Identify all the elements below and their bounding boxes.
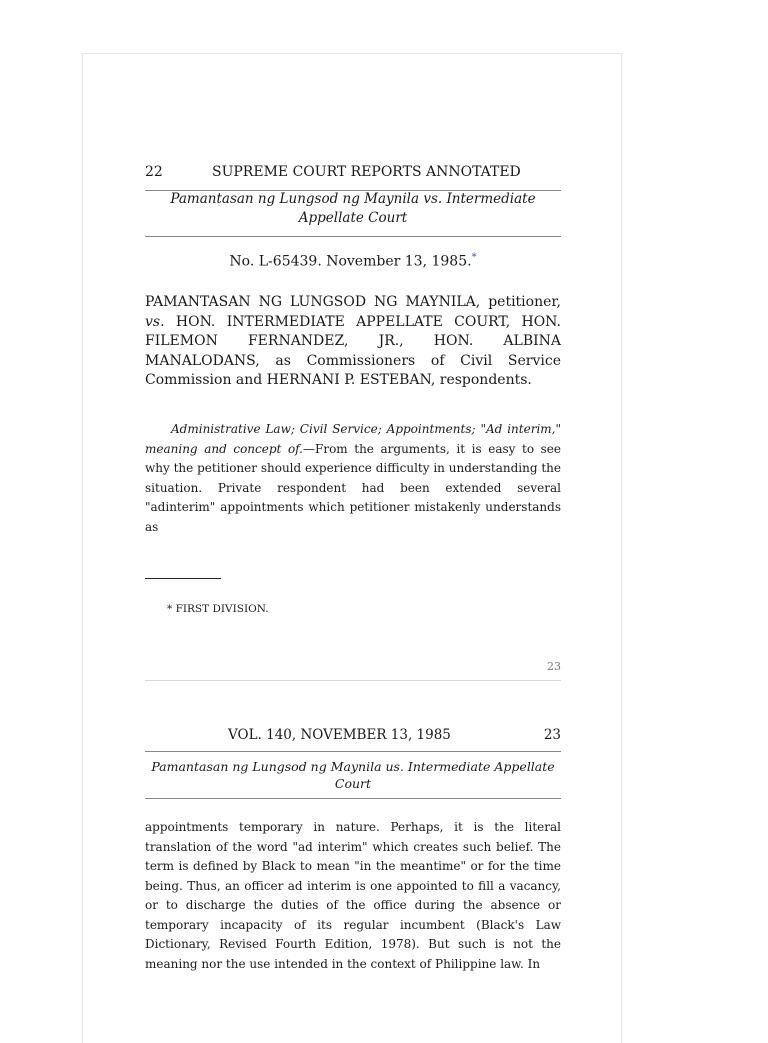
- page-number: 23: [543, 727, 561, 743]
- footnote: * FIRST DIVISION.: [167, 603, 269, 615]
- running-title: SUPREME COURT REPORTS ANNOTATED: [212, 164, 521, 180]
- case-title: [145, 758, 561, 792]
- footnote-marker[interactable]: *: [471, 252, 477, 263]
- running-title: VOL. 140, NOVEMBER 13, 1985: [228, 727, 451, 743]
- page-break-rule: [145, 680, 561, 681]
- running-head: [145, 727, 561, 747]
- parties: PAMANTASAN NG LUNGSOD NG MAYNILA, petitioner, vs. HON. INTERMEDIATE APPELLATE COURT, HON. FILEMON FERNANDEZ, JR., HON. ALBINA MANALODANS, as Commissioners of Civil Service Commission and HERNANI P. ESTEBAN, respondents.: [145, 294, 561, 388]
- page-folio: 23: [547, 660, 561, 673]
- case-title: [145, 190, 561, 228]
- docket-text: No. L-65439. November 13, 1985.: [229, 253, 472, 270]
- syllabus-keywords: Administrative Law; Civil Service; Appointments; "Ad interim," meaning and concept of.: [145, 422, 561, 456]
- footnote-rule: [145, 578, 221, 579]
- running-head: [145, 164, 561, 184]
- case-title-line: Pamantasan ng Lungsod ng Maynila us. Intermediate Appellate: [151, 759, 555, 774]
- case-title-line: Appellate Court: [298, 210, 408, 226]
- syllabus: [145, 420, 561, 537]
- page-number: 22: [145, 164, 163, 180]
- case-title-line: Court: [334, 776, 372, 791]
- docket-number: [145, 252, 561, 270]
- document-page: [82, 53, 622, 1043]
- header-rule: [145, 236, 561, 237]
- header-rule: [145, 798, 561, 799]
- versus-label: vs.: [145, 313, 165, 330]
- body-paragraph: appointments temporary in nature. Perhaps, it is the literal translation of the word "ad interim" which creates such belief. The term is defined by Black to mean "in the meantime" or for the time being. Thus, an officer ad interim is one appointed to fill a vacancy, or to discharge the duties of the office during the absence or temporary incapacity of its regular incumbent (Black's Law Dictionary, Revised Fourth Edition, 1978). But such is not the meaning nor the use intended in the context of Philippine law. In: [145, 820, 561, 971]
- header-rule: [145, 751, 561, 752]
- case-title-line: Pamantasan ng Lungsod ng Maynila vs. Intermediate: [170, 191, 536, 207]
- syllabus-text: —From the arguments, it is easy to see why the petitioner should experience difficulty in understanding the situation. Private respondent had been extended several "adinterim" appointments which petitioner mistakenly understands as: [145, 441, 561, 534]
